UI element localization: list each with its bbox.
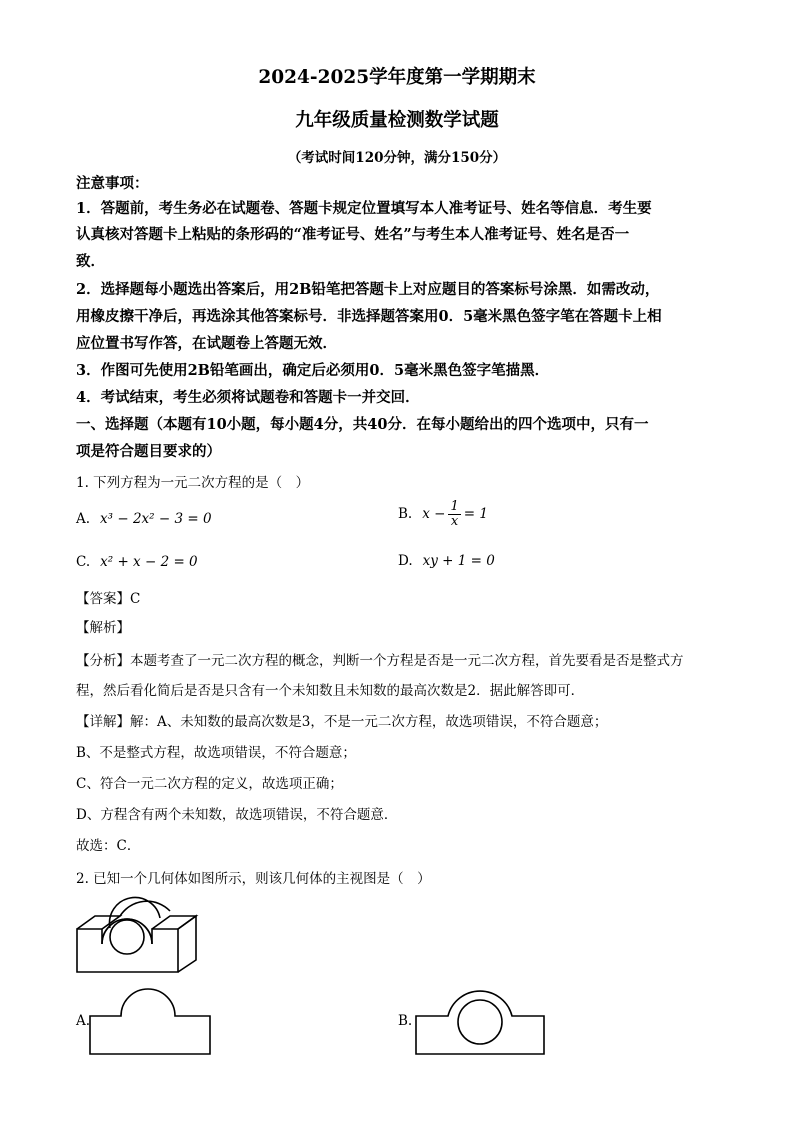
- notes-line-3: 致．: [76, 253, 105, 270]
- q1-option-b-label: B.: [398, 506, 413, 522]
- q1-option-d-expr: xy + 1 = 0: [422, 553, 495, 569]
- q1-option-b-expr-right: = 1: [463, 506, 488, 522]
- q1-option-a-expr: x³ − 2x² − 3 = 0: [100, 511, 212, 527]
- section1-line-1: 一、选择题（本题有10小题，每小题4分，共40分．在每小题给出的四个选项中，只有一: [76, 416, 649, 433]
- q1-option-d-label: D.: [398, 553, 413, 569]
- notes-line-8: 4．考试结束，考生必须将试题卷和答题卡一并交回．: [76, 389, 420, 406]
- section1-line-2: 项是符合题目要求的）: [76, 443, 221, 460]
- q1-stem: 1. 下列方程为一元二次方程的是（ ）: [76, 475, 310, 491]
- q2-option-a-figure: [84, 982, 216, 1058]
- q1-detail-line-4: D、方程含有两个未知数，故选项错误，不符合题意．: [76, 807, 398, 823]
- q1-option-a: [76, 507, 212, 531]
- q1-option-b-fraction: [448, 500, 460, 529]
- q1-analysis-heading: 【解析】: [76, 620, 130, 636]
- notes-line-6: 应位置书写作答，在试题卷上答题无效．: [76, 335, 337, 352]
- notes-heading: 注意事项：: [76, 175, 149, 192]
- exam-title-line1: 2024-2025学年度第一学期期末: [258, 67, 536, 88]
- q1-answer: 【答案】C: [76, 591, 141, 607]
- q1-option-c-label: C.: [76, 554, 91, 570]
- q2-stem: 2. 已知一个几何体如图所示，则该几何体的主视图是（ ）: [76, 871, 431, 887]
- notes-line-1: 1．答题前，考生务必在试题卷、答题卡规定位置填写本人准考证号、姓名等信息．考生要: [76, 200, 652, 217]
- q2-solid-figure: [70, 888, 200, 980]
- q1-analysis-line-2: 程，然后看化简后是否是只含有一个未知数且未知数的最高次数是2．据此解答即可．: [76, 683, 585, 699]
- q1-detail-line-3: C、符合一元二次方程的定义，故选项正确；: [76, 776, 343, 792]
- exam-subtitle: （考试时间120分钟，满分150分）: [287, 150, 507, 166]
- q1-option-b: [398, 500, 488, 529]
- q2-option-b-label: B.: [398, 1013, 413, 1029]
- q1-option-c: [76, 550, 198, 574]
- q1-option-b-denominator: x: [450, 514, 459, 529]
- q1-option-d: [398, 549, 495, 573]
- q1-choice: 故选：C．: [76, 838, 141, 854]
- notes-line-7: 3．作图可先使用2B铅笔画出，确定后必须用0．5毫米黑色签字笔描黑．: [76, 362, 550, 379]
- notes-line-5: 用橡皮擦干净后，再选涂其他答案标号．非选择题答案用0．5毫米黑色签字笔在答题卡上相: [76, 308, 662, 325]
- q2-option-a-label: A.: [76, 1013, 91, 1029]
- q1-option-a-label: A.: [76, 511, 91, 527]
- exam-title-line2: 九年级质量检测数学试题: [295, 110, 499, 131]
- q1-analysis-line-1: 【分析】本题考查了一元二次方程的概念，判断一个方程是否是一元二次方程，首先要看是否是整式方: [76, 653, 684, 669]
- q1-option-c-expr: x² + x − 2 = 0: [100, 554, 198, 570]
- q1-option-b-numerator: 1: [450, 499, 459, 514]
- notes-line-2: 认真核对答题卡上粘贴的条形码的“准考证号、姓名”与考生本人准考证号、姓名是否一: [76, 226, 630, 243]
- notes-line-4: 2．选择题每小题选出答案后，用2B铅笔把答题卡上对应题目的答案标号涂黑．如需改动，: [76, 281, 660, 298]
- q1-detail-line-2: B、不是整式方程，故选项错误，不符合题意；: [76, 745, 356, 761]
- q1-option-b-expr-left: x −: [422, 506, 446, 522]
- q2-option-b-figure: [412, 974, 548, 1058]
- q1-detail-line-1: 【详解】解：A、未知数的最高次数是3，不是一元二次方程，故选项错误，不符合题意；: [76, 714, 608, 730]
